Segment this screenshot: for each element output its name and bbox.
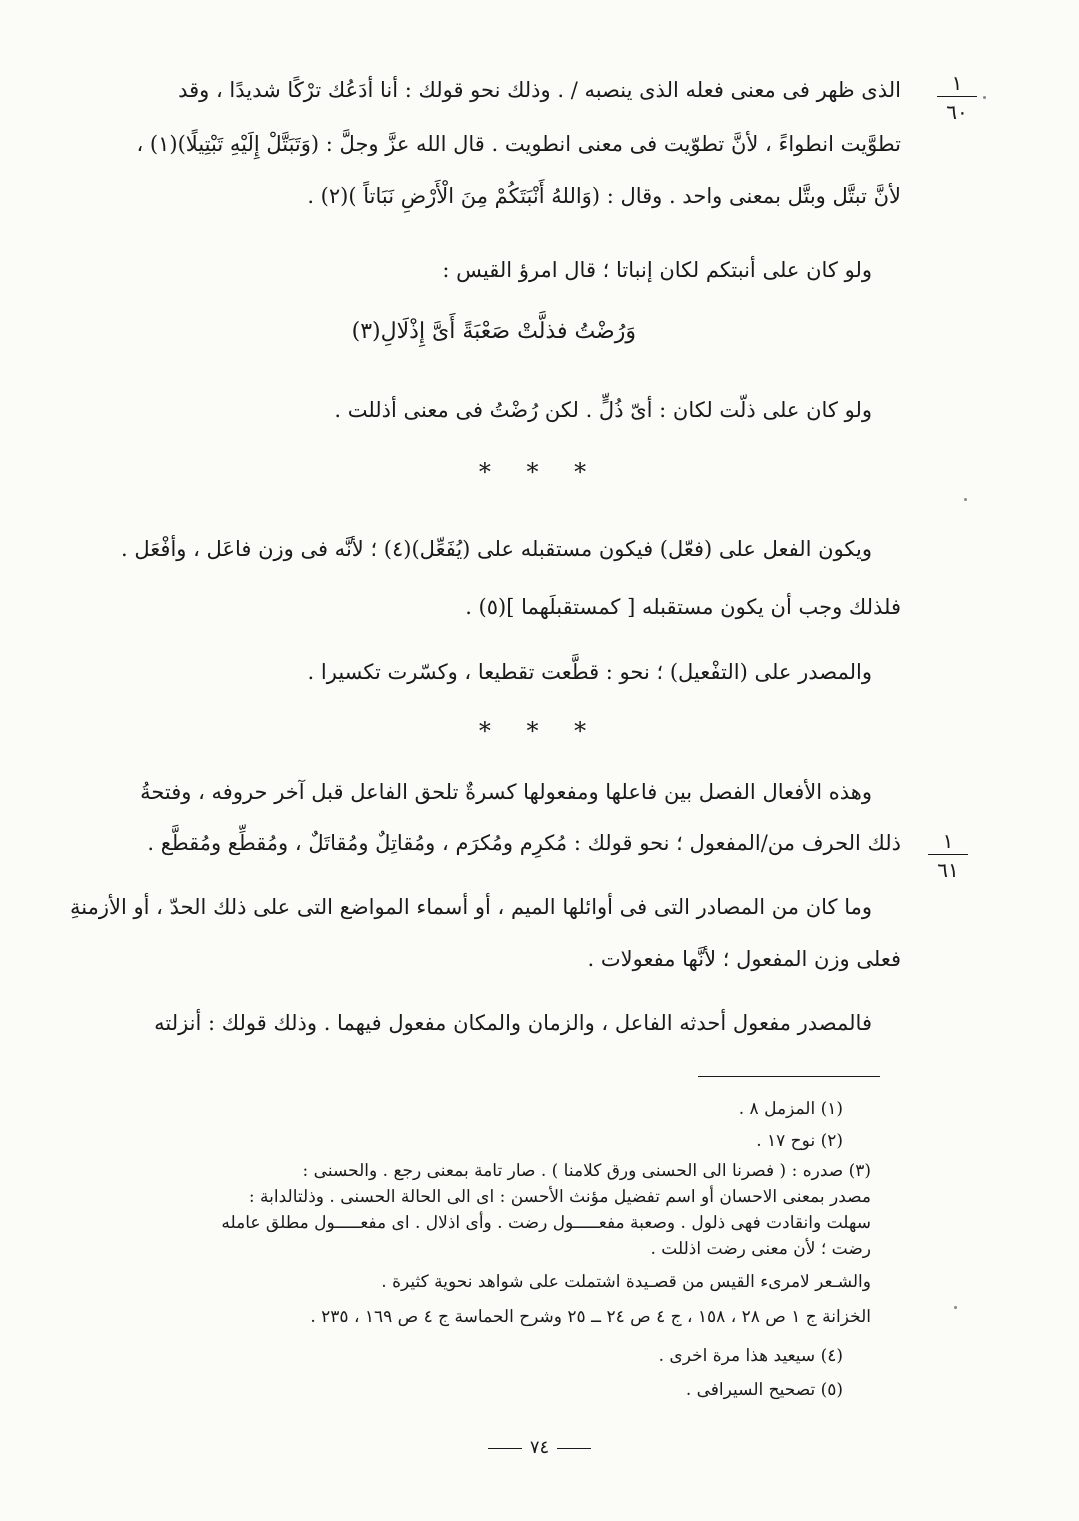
margin-marker-top: ١ [937,72,977,97]
margin-marker-61 [928,830,968,881]
body-line: ولو كان على أنبتكم لكان إنباتا ؛ قال امرؤ القيس : [442,258,872,282]
footnote-3-line: الخزانة ج ١ ص ٢٨ ، ١٥٨ ، ج ٤ ص ٢٤ ــ ٢٥ وشرح الحماسة ج ٤ ص ١٦٩ ، ٢٣٥ . [310,1307,871,1327]
footnote-3-line: رضت ؛ لأن معنى رضت اذللت . [650,1239,871,1259]
scan-speck [964,498,967,501]
section-separator: * * * [478,717,601,745]
body-line: فالمصدر مفعول أحدثه الفاعل ، والزمان والمكان مفعول فيهما . وذلك قولك : أنزلته [154,1011,872,1035]
margin-marker-60 [937,72,977,123]
section-separator: * * * [478,458,601,486]
footnote-rule [698,1076,880,1077]
footnote-5: (٥) تصحيح السيرافى . [685,1380,843,1400]
margin-marker-top: ١ [928,830,968,855]
scan-speck [983,96,986,99]
body-line: والمصدر على (التفْعيل) ؛ نحو : قطَّعت تقطيعا ، وكسّرت تكسيرا . [307,660,872,684]
footnote-3-line: سهلت وانقادت فهى ذلول . وصعبة مفعـــــول رضت . وأى اذلال . اى مفعـــــول مطلق عامله [221,1213,871,1233]
body-line: وهذه الأفعال الفصل بين فاعلها ومفعولها كسرةٌ تلحق الفاعل قبل آخر حروفه ، وفتحةُ [140,780,872,804]
scan-speck [954,1306,957,1309]
body-line: ولو كان على ذلّت لكان : أىّ ذُلٍّ . لكن رُضْتُ فى معنى أذللت . [334,398,872,422]
footnote-3-line: والشـعر لامرىء القيس من قصـيدة اشتملت على شواهد نحوية كثيرة . [381,1272,871,1292]
page-number-text: ٧٤ [529,1437,550,1458]
footnote-4: (٤) سيعيد هذا مرة اخرى . [658,1346,843,1366]
margin-marker-bottom: ٦١ [937,858,959,882]
dash-right [488,1448,522,1449]
footnote-2: (٢) نوح ١٧ . [756,1131,843,1151]
body-line: الذى ظهر فى معنى فعله الذى ينصبه / . وذلك نحو قولك : أنا أدَعُك ترْكًا شديدًا ، وقد [178,78,901,102]
body-line: لأنَّ تبتَّل وبتَّل بمعنى واحد . وقال : (وَاللهُ أَنْبَتَكُمْ مِنَ الْأَرْضِ نَبَاتاً )(٢) . [307,184,901,208]
body-line: ذلك الحرف من/المفعول ؛ نحو قولك : مُكرِم ومُكرَم ، ومُقاتِلٌ ومُقاتَلٌ ، ومُقطِّع ومُقطَّع . [147,831,901,855]
body-line: فلذلك وجب أن يكون مستقبله [ كمستقبلَهما ](٥) . [465,595,901,619]
verse-line: وَرُضْتُ فذلَّتْ صَعْبَةً أَىَّ إِذْلَالِ(٣) [351,319,636,344]
page-number [0,1437,1079,1458]
body-line: وما كان من المصادر التى فى أوائلها الميم ، أو أسماء المواضع التى على ذلك الحدّ ، أو الأزمنةِ [70,895,872,919]
body-line: فعلى وزن المفعول ؛ لأنَّها مفعولات . [587,947,901,971]
dash-left [557,1448,591,1449]
footnote-3: (٣) صدره : ( فصرنا الى الحسنى ورق كلامنا ) . صار تامة بمعنى رجع . والحسنى : [302,1161,871,1181]
footnote-3-line: مصدر بمعنى الاحسان أو اسم تفضيل مؤنث الأحسن : اى الى الحالة الحسنى . وذلتالدابة : [248,1187,871,1207]
body-line: تطوَّيت انطواءً ، لأنَّ تطوّيت فى معنى انطويت . قال الله عزَّ وجلَّ : (وَتَبَتَّلْ إِلَيْهِ تَبْتِيلًا)(١) ، [136,132,901,156]
footnote-1: (١) المزمل ٨ . [738,1099,843,1119]
body-line: ويكون الفعل على (فعّل) فيكون مستقبله على (يُفَعِّل)(٤) ؛ لأنَّه فى وزن فاعَل ، وأفْعَل . [121,537,872,561]
margin-marker-bottom: ٦٠ [946,100,968,124]
